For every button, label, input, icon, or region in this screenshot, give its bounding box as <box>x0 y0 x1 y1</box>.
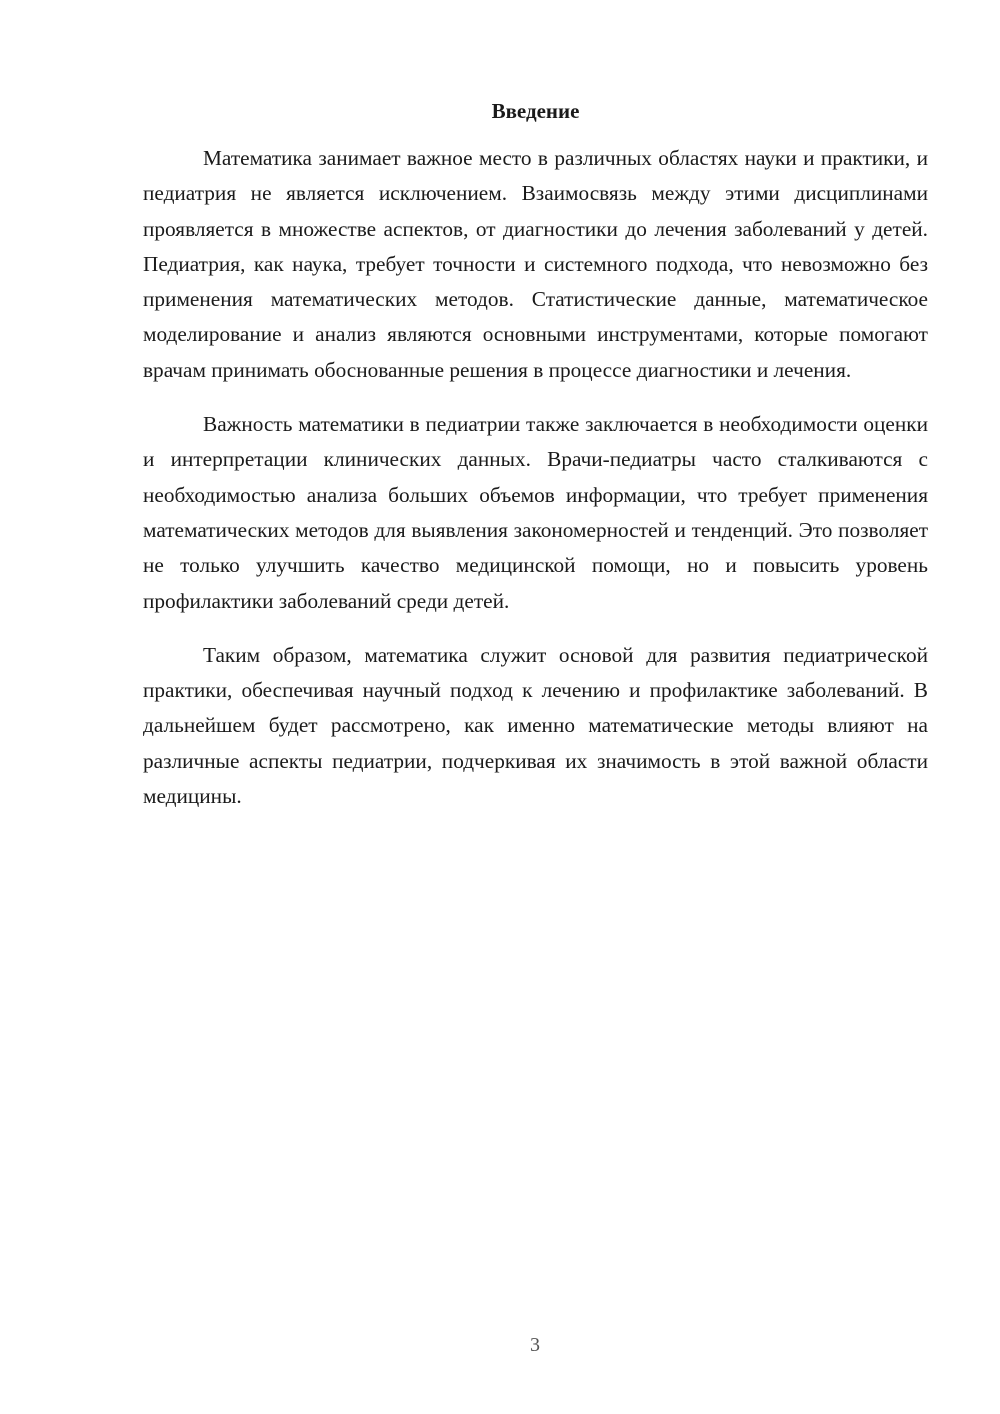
page-number: 3 <box>530 1334 540 1356</box>
section-title: Введение <box>491 99 580 123</box>
paragraph-1: Математика занимает важное место в различных областях науки и практики, и педиатрия не является исключением. Взаимосвязь между этими дисциплинами проявляется в множестве аспектов, от диагностики до лечения заболеваний у детей. Педиатрия, как наука, требует точности и системного подхода, что невозможно без применения математических методов. Статистические данные, математическое моделирование и анализ являются основными инструментами, которые помогают врачам принимать обоснованные решения в процессе диагностики и лечения. <box>143 146 928 382</box>
document-body <box>143 141 928 833</box>
paragraph-2: Важность математики в педиатрии также заключается в необходимости оценки и интерпретации клинических данных. Врачи-педиатры часто сталкиваются с необходимостью анализа больших объемов информации, что требует применения математических методов для выявления закономерностей и тенденций. Это позволяет не только улучшить качество медицинской помощи, но и повысить уровень профилактики заболеваний среди детей. <box>143 412 928 613</box>
paragraph-3: Таким образом, математика служит основой для развития педиатрической практики, обеспечивая научный подход к лечению и профилактике заболеваний. В дальнейшем будет рассмотрено, как именно математические методы влияют на различные аспекты педиатрии, подчеркивая их значимость в этой важной области медицины. <box>143 642 928 809</box>
